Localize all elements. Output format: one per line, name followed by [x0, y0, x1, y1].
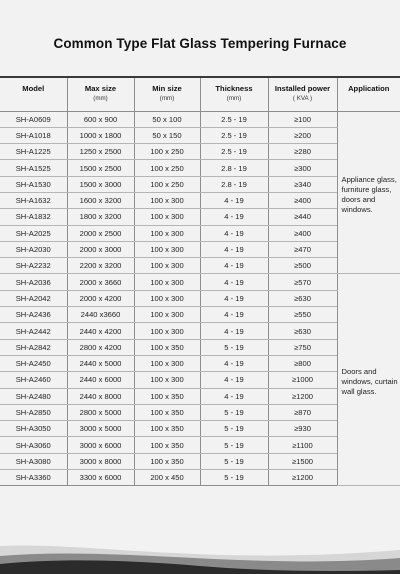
cell-min-size: 100 x 300	[134, 258, 200, 274]
cell-model: SH-A2232	[0, 258, 67, 274]
cell-installed-power: ≥280	[268, 144, 337, 160]
cell-installed-power: ≥1200	[268, 470, 337, 486]
cell-max-size: 1600 x 3200	[67, 192, 134, 208]
cell-model: SH-A2842	[0, 339, 67, 355]
cell-model: SH-A1225	[0, 144, 67, 160]
cell-model: SH-A2480	[0, 388, 67, 404]
table-row	[0, 274, 400, 290]
decorative-wave-footer	[0, 540, 400, 574]
cell-thickness: 4 - 19	[200, 372, 268, 388]
cell-max-size: 2000 x 3660	[67, 274, 134, 290]
cell-thickness: 2.5 - 19	[200, 127, 268, 143]
cell-thickness: 4 - 19	[200, 307, 268, 323]
cell-model: SH-A2442	[0, 323, 67, 339]
cell-max-size: 3000 x 5000	[67, 421, 134, 437]
cell-thickness: 4 - 19	[200, 388, 268, 404]
cell-max-size: 3000 x 6000	[67, 437, 134, 453]
cell-model: SH-A1018	[0, 127, 67, 143]
spec-table	[0, 76, 400, 486]
cell-installed-power: ≥1500	[268, 453, 337, 469]
cell-model: SH-A3080	[0, 453, 67, 469]
header-model: Model	[0, 77, 67, 111]
cell-max-size: 600 x 900	[67, 111, 134, 127]
cell-model: SH-A2850	[0, 404, 67, 420]
cell-thickness: 5 - 19	[200, 437, 268, 453]
page-title: Common Type Flat Glass Tempering Furnace	[53, 36, 347, 51]
cell-thickness: 4 - 19	[200, 209, 268, 225]
cell-max-size: 3300 x 6000	[67, 470, 134, 486]
cell-model: SH-A2436	[0, 307, 67, 323]
cell-min-size: 100 x 300	[134, 372, 200, 388]
header-max-size: Max size (mm)	[67, 77, 134, 111]
cell-max-size: 2000 x 3000	[67, 241, 134, 257]
cell-min-size: 100 x 350	[134, 388, 200, 404]
cell-installed-power: ≥630	[268, 323, 337, 339]
cell-installed-power: ≥100	[268, 111, 337, 127]
cell-thickness: 4 - 19	[200, 323, 268, 339]
cell-min-size: 100 x 300	[134, 225, 200, 241]
cell-min-size: 100 x 300	[134, 241, 200, 257]
cell-min-size: 100 x 300	[134, 307, 200, 323]
cell-installed-power: ≥800	[268, 355, 337, 371]
cell-max-size: 2200 x 3200	[67, 258, 134, 274]
cell-max-size: 2440 x 5000	[67, 355, 134, 371]
cell-model: SH-A1832	[0, 209, 67, 225]
cell-min-size: 100 x 350	[134, 404, 200, 420]
cell-max-size: 2000 x 4200	[67, 290, 134, 306]
cell-installed-power: ≥930	[268, 421, 337, 437]
cell-installed-power: ≥870	[268, 404, 337, 420]
cell-installed-power: ≥470	[268, 241, 337, 257]
cell-min-size: 100 x 300	[134, 355, 200, 371]
cell-min-size: 100 x 350	[134, 437, 200, 453]
cell-installed-power: ≥750	[268, 339, 337, 355]
cell-min-size: 100 x 250	[134, 160, 200, 176]
cell-model: SH-A3060	[0, 437, 67, 453]
cell-min-size: 50 x 100	[134, 111, 200, 127]
cell-model: SH-A2042	[0, 290, 67, 306]
cell-model: SH-A3050	[0, 421, 67, 437]
cell-installed-power: ≥400	[268, 225, 337, 241]
cell-max-size: 2440 x 6000	[67, 372, 134, 388]
cell-installed-power: ≥550	[268, 307, 337, 323]
cell-model: SH-A2450	[0, 355, 67, 371]
cell-min-size: 100 x 350	[134, 453, 200, 469]
cell-installed-power: ≥440	[268, 209, 337, 225]
cell-installed-power: ≥1000	[268, 372, 337, 388]
cell-thickness: 2.5 - 19	[200, 111, 268, 127]
cell-min-size: 200 x 450	[134, 470, 200, 486]
cell-model: SH-A2025	[0, 225, 67, 241]
cell-min-size: 100 x 300	[134, 192, 200, 208]
cell-application	[337, 111, 400, 274]
cell-thickness: 4 - 19	[200, 258, 268, 274]
cell-max-size: 2800 x 5000	[67, 404, 134, 420]
cell-thickness: 5 - 19	[200, 404, 268, 420]
cell-max-size: 2440 x 4200	[67, 323, 134, 339]
cell-installed-power: ≥570	[268, 274, 337, 290]
header-application: Application	[337, 77, 400, 111]
table-header-row	[0, 77, 400, 111]
header-min-size: Min size (mm)	[134, 77, 200, 111]
cell-max-size: 2800 x 4200	[67, 339, 134, 355]
table-row	[0, 111, 400, 127]
cell-installed-power: ≥400	[268, 192, 337, 208]
cell-thickness: 4 - 19	[200, 241, 268, 257]
cell-model: SH-A2460	[0, 372, 67, 388]
cell-thickness: 4 - 19	[200, 274, 268, 290]
table-body	[0, 111, 400, 486]
cell-max-size: 1000 x 1800	[67, 127, 134, 143]
cell-thickness: 4 - 19	[200, 290, 268, 306]
cell-model: SH-A1632	[0, 192, 67, 208]
cell-thickness: 2.5 - 19	[200, 144, 268, 160]
application-text: Appliance glass, furniture glass, doors and windows.	[341, 175, 397, 215]
cell-model: SH-A1530	[0, 176, 67, 192]
cell-thickness: 5 - 19	[200, 470, 268, 486]
cell-model: SH-A3360	[0, 470, 67, 486]
cell-thickness: 5 - 19	[200, 339, 268, 355]
cell-installed-power: ≥500	[268, 258, 337, 274]
cell-thickness: 2.8 - 19	[200, 176, 268, 192]
cell-max-size: 2440 x 8000	[67, 388, 134, 404]
cell-model: SH-A2036	[0, 274, 67, 290]
application-text: Doors and windows, curtain wall glass.	[341, 366, 398, 396]
cell-min-size: 100 x 300	[134, 209, 200, 225]
cell-max-size: 1500 x 2500	[67, 160, 134, 176]
cell-installed-power: ≥1100	[268, 437, 337, 453]
cell-model: SH-A2030	[0, 241, 67, 257]
cell-max-size: 1250 x 2500	[67, 144, 134, 160]
cell-min-size: 100 x 350	[134, 339, 200, 355]
cell-installed-power: ≥1200	[268, 388, 337, 404]
cell-model: SH-A0609	[0, 111, 67, 127]
cell-installed-power: ≥630	[268, 290, 337, 306]
cell-thickness: 5 - 19	[200, 421, 268, 437]
cell-min-size: 100 x 300	[134, 323, 200, 339]
cell-installed-power: ≥340	[268, 176, 337, 192]
cell-max-size: 1500 x 3000	[67, 176, 134, 192]
cell-model: SH-A1525	[0, 160, 67, 176]
cell-min-size: 100 x 350	[134, 421, 200, 437]
cell-installed-power: ≥200	[268, 127, 337, 143]
cell-min-size: 100 x 300	[134, 290, 200, 306]
header-installed-power: Installed power ( KVA )	[268, 77, 337, 111]
cell-thickness: 4 - 19	[200, 225, 268, 241]
cell-thickness: 5 - 19	[200, 453, 268, 469]
cell-max-size: 3000 x 8000	[67, 453, 134, 469]
cell-max-size: 2000 x 2500	[67, 225, 134, 241]
cell-installed-power: ≥300	[268, 160, 337, 176]
cell-min-size: 100 x 250	[134, 176, 200, 192]
cell-max-size: 1800 x 3200	[67, 209, 134, 225]
cell-application	[337, 274, 400, 486]
cell-min-size: 100 x 250	[134, 144, 200, 160]
cell-min-size: 50 x 150	[134, 127, 200, 143]
header-thickness: Thickness (mm)	[200, 77, 268, 111]
cell-thickness: 4 - 19	[200, 355, 268, 371]
cell-thickness: 2.8 - 19	[200, 160, 268, 176]
cell-min-size: 100 x 300	[134, 274, 200, 290]
cell-thickness: 4 - 19	[200, 192, 268, 208]
cell-max-size: 2440 x3660	[67, 307, 134, 323]
